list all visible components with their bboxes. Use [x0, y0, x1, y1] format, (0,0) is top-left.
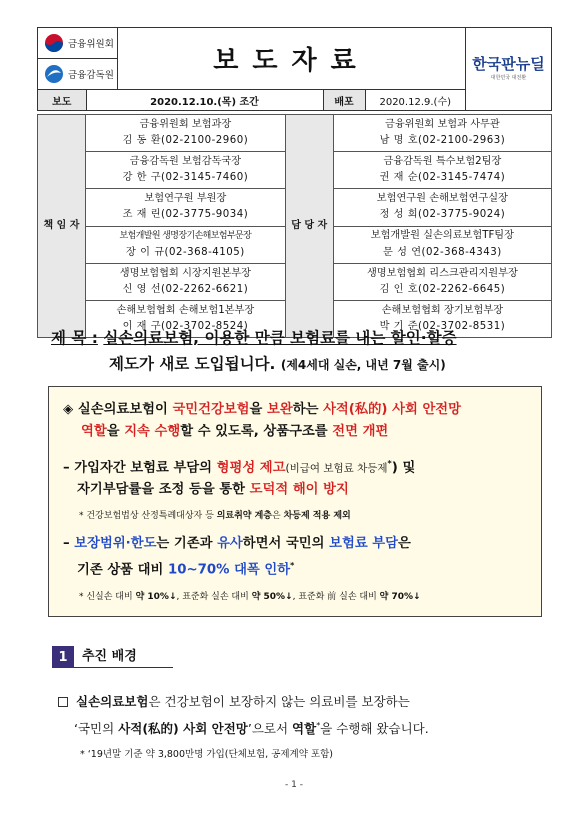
page-number: - 1 - [285, 780, 303, 790]
summary-note-2: * 신실손 대비 약 10%↓, 표준화 실손 대비 약 50%↓, 표준화 前 실손 대비 약 70%↓ [79, 591, 421, 602]
contact-right: 생명보험협회 리스크관리지원부장 김 인 호(02-2262-6645) [333, 263, 551, 300]
press-title: 보도자료 [118, 28, 466, 90]
document-title [51, 325, 541, 378]
contact-right: 보험개발원 실손의료보험TF팀장 문 성 연(02-368-4343) [333, 226, 551, 263]
org1-label: 금융위원회 [68, 39, 114, 50]
summary-main: ◈ 실손의료보험이 국민건강보험을 보완하는 사적(私的) 사회 안전망 역할을 지속 수행할 수 있도록, 상품구조를 전면 개편 [63, 402, 461, 439]
org-logo-fsc [38, 28, 118, 59]
contact-left: 보험연구원 부원장 조 재 린(02-3775-9034) [86, 189, 286, 226]
korean-new-deal-logo [466, 28, 552, 111]
kd-logo-text: 한국판뉴딜 [472, 55, 545, 73]
contact-left: 금융감독원 보험감독국장 강 한 구(02-3145-7460) [86, 152, 286, 189]
contacts-table [37, 114, 552, 338]
summary-point-2: – 보장범위·한도는 기존과 유사하면서 국민의 보험료 부담은 기존 상품 대비 10~70% 대폭 인하* [63, 536, 411, 578]
press-header [37, 27, 552, 109]
press-label: 보도 [38, 90, 86, 110]
contact-left: 손해보험협회 손해보험1본부장 이 재 구(02-3702-8524) [86, 300, 286, 337]
section-title: 추진 배경 [74, 647, 173, 668]
contact-right: 보험연구원 손해보험연구실장 정 성 희(02-3775-9024) [333, 189, 551, 226]
kd-logo-sub: 대한민국 대전환 [490, 75, 527, 81]
diamond-bullet-icon: ◈ [63, 402, 74, 417]
dist-date: 2020.12.9.(수) [379, 96, 452, 108]
title-paren: (제4세대 실손, 내년 7월 출시) [280, 358, 446, 372]
contact-right: 금융감독원 특수보험2팀장 권 재 순(02-3145-7474) [333, 152, 551, 189]
title-prefix: 제 목 : [51, 329, 98, 347]
title-line2: 제도가 새로 도입됩니다. [109, 355, 276, 373]
summary-note-1: * 건강보험법상 산정특례대상자 등 의료취약 계층은 차등제 적용 제외 [79, 511, 351, 522]
section-number-badge: 1 [52, 646, 74, 668]
left-role-label: 책 임 자 [38, 115, 86, 338]
summary-point-1: – 가입자간 보험료 부담의 형평성 제고(비급여 보험료 차등제*) 및 자기부담률을 조정 등을 통한 도덕적 해이 방지 [63, 459, 416, 498]
right-role-label: 담 당 자 [285, 115, 333, 338]
org2-label: 금융감독원 [68, 70, 114, 81]
fsc-emblem-icon [44, 33, 64, 53]
contact-left: 금융위원회 보험과장 김 동 환(02-2100-2960) [86, 115, 286, 152]
contact-left: 보험개발원 생명장기손해보험부문장 장 이 규(02-368-4105) [86, 226, 286, 263]
title-line1: 실손의료보험, 이용한 만큼 보험료를 내는 할인·할증 [103, 329, 457, 347]
contact-right: 금융위원회 보험과 사무관 남 명 호(02-2100-2963) [333, 115, 551, 152]
org-logo-fss [38, 59, 118, 90]
body-footnote: * ‘19년말 기준 약 3,800만명 가입(단체보험, 공제계약 포함) [80, 749, 333, 760]
dist-label: 배포 [323, 90, 365, 110]
press-date: 2020.12.10.(목) 조간 [86, 90, 323, 110]
section-header [52, 646, 173, 668]
contact-left: 생명보험협회 시장지원본부장 신 영 선(02-2262-6621) [86, 263, 286, 300]
checkbox-bullet-icon [58, 697, 68, 707]
contact-row [38, 115, 552, 152]
contact-right: 손해보험협회 장기보험부장 박 기 준(02-3702-8531) [333, 300, 551, 337]
fss-emblem-icon [44, 64, 64, 84]
body-paragraph: 실손의료보험은 건강보험이 보장하지 않는 의료비를 보장하는 ‘국민의 사적(私的) 사회 안전망’으로서 역할*을 수행해 왔습니다. [58, 690, 548, 741]
summary-box [48, 386, 542, 617]
